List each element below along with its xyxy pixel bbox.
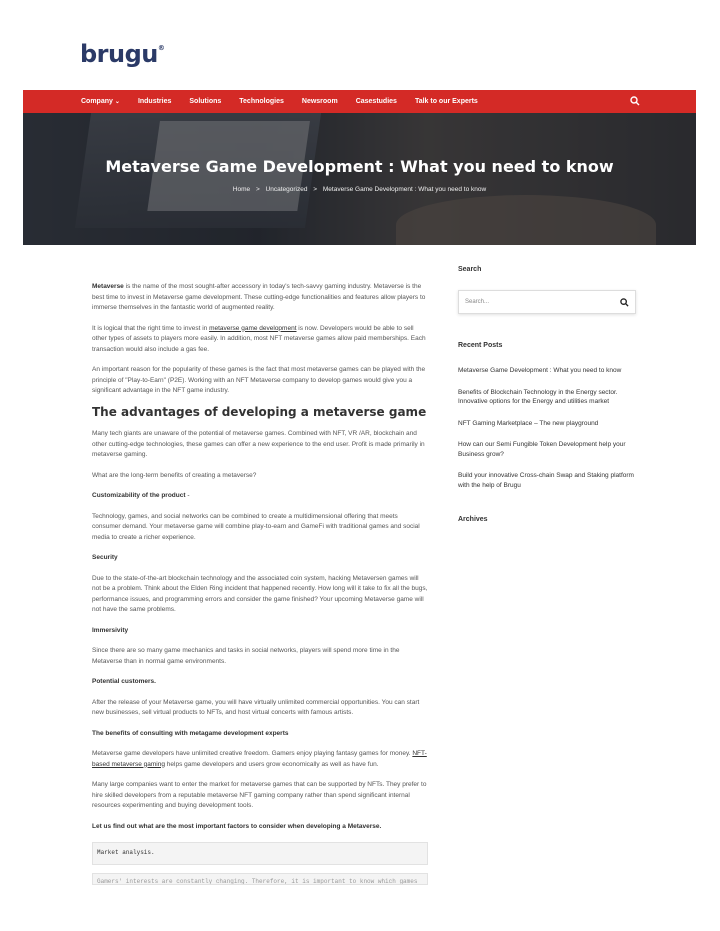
article-paragraph: Metaverse game developers have unlimited creative freedom. Gamers enjoy playing fantasy games for money. NFT-based metaverse gaming helps game developers and users grow economically as well as have fun.: [92, 750, 427, 768]
registered-mark: ®: [157, 44, 165, 52]
brugu-logo[interactable]: brugu®: [80, 40, 165, 68]
breadcrumb-separator: >: [255, 186, 260, 193]
nav-item-casestudies[interactable]: Casestudies: [355, 98, 397, 105]
sidebar: [458, 266, 636, 523]
subheading-immersivity: Immersivity: [92, 626, 129, 634]
recent-posts-list: [458, 366, 636, 490]
nft-based-metaverse-gaming-link[interactable]: NFT-based metaverse gaming: [92, 750, 427, 768]
section-heading: The advantages of developing a metaverse game: [92, 404, 427, 419]
search-icon[interactable]: [630, 96, 640, 106]
article-paragraph: Metaverse is the name of the most sought-after accessory in today's tech-savvy gaming industry. Metaverse is the best time to invest in Metaverse game development. These cutting-edge functionalities and features allow players to immerse themselves in the fantastic world of augmented reality.: [92, 283, 426, 311]
nav-item-company[interactable]: Company ⌄: [81, 98, 120, 105]
article-paragraph: An important reason for the popularity of these games is the fact that most metaverse games can be played with the principle of "Play-to-Earn" (P2E). Working with an NFT Metaverse company to develop games would give you a significant advantage in the NFT game industry.: [92, 366, 426, 394]
article-paragraph: It is logical that the right time to invest in metaverse game development is now. Developers would be able to sell other types of assets to players more easily. In addition, most NFT metaverse games allow paid memberships. Each transaction would also include a gas fee.: [92, 324, 426, 353]
article-paragraph: Many tech giants are unaware of the potential of metaverse games. Combined with NFT, VR /AR, blockchain and other cutting-edge technologies, these games can offer a new experience to the end user. Profit is made primarily in metaverse gaming.: [92, 430, 425, 458]
subheading-security: Security: [92, 554, 118, 561]
code-block-market-analysis: Market analysis.: [92, 842, 428, 865]
subheading-consulting-benefits: The benefits of consulting with metagame development experts: [92, 729, 289, 737]
nav-item-technologies[interactable]: Technologies: [239, 98, 284, 105]
breadcrumb-current: Metaverse Game Development : What you need to know: [322, 186, 487, 193]
subheading-customizability: Customizability of the product -: [92, 492, 190, 499]
article-body: [92, 282, 428, 893]
recent-post-item[interactable]: NFT Gaming Marketplace – The new playground: [458, 419, 599, 427]
sidebar-recent-posts-heading: Recent Posts: [458, 342, 503, 349]
recent-post-item[interactable]: Metaverse Game Development : What you need to know: [458, 367, 622, 374]
search-icon[interactable]: [620, 298, 629, 307]
breadcrumb-separator: >: [313, 186, 318, 193]
article-paragraph: Since there are so many game mechanics and tasks in social networks, players will spend more time in the Metaverse than in normal game environments.: [92, 647, 400, 665]
metaverse-game-development-link[interactable]: metaverse game development: [209, 324, 297, 332]
article-paragraph: What are the long-term benefits of creating a metaverse?: [92, 471, 257, 479]
sidebar-search-input[interactable]: [458, 290, 636, 314]
article-paragraph: Due to the state-of-the-art blockchain technology and the associated coin system, hacking Metaversen games will not be a problem. Think about the Elden Ring incident that happened recently. How long will it take to fix all the bugs, performance issues, and programming errors and consider the game finished? Your upcoming Metaverse game will not have the same problems.: [92, 574, 428, 613]
search-placeholder: Search...: [465, 299, 490, 305]
article-paragraph: Many large companies want to enter the market for metaverse games that can be supported by NFTs. They prefer to hire skilled developers from a reputable metaverse NFT gaming company rather than spend significant internal resources experimenting and buying development tools.: [92, 781, 427, 809]
recent-post-item[interactable]: Build your innovative Cross-chain Swap and Staking platform with the help of Brugu: [458, 472, 634, 489]
nav-item-talk-to-experts[interactable]: Talk to our Experts: [414, 98, 478, 105]
article-paragraph: After the release of your Metaverse game, you will have virtually unlimited commercial opportunities. You can start new businesses, sell virtual products to NFTs, and host virtual concerts with famous artists.: [92, 698, 420, 716]
breadcrumb: [23, 186, 696, 193]
nav-item-solutions[interactable]: Solutions: [189, 98, 222, 105]
code-block-gamers-interests: Gamers' interests are constantly changing. Therefore, it is important to know which games: [92, 873, 428, 885]
article-paragraph: Let us find out what are the most important factors to consider when developing a Metaverse.: [92, 822, 382, 830]
breadcrumb-home[interactable]: Home: [232, 186, 251, 193]
chevron-down-icon: ⌄: [114, 99, 120, 105]
recent-post-item[interactable]: Benefits of Blockchain Technology in the Energy sector. Innovative options for the Energy and utilities market: [458, 388, 618, 405]
nav-item-newsroom[interactable]: Newsroom: [301, 98, 338, 105]
nav-item-industries[interactable]: Industries: [137, 98, 172, 105]
recent-post-item[interactable]: How can our Semi Fungible Token Development help your Business grow?: [458, 441, 626, 458]
hero-banner: [23, 113, 696, 245]
sidebar-archives-heading: Archives: [458, 516, 488, 523]
subheading-potential-customers: Potential customers.: [92, 678, 156, 685]
breadcrumb-uncategorized[interactable]: Uncategorized: [265, 186, 308, 193]
article-paragraph: Technology, games, and social networks can be combined to create a multidimensional offering that meets consumer demand. Your metaverse game will combine play-to-earn and GameFi with traditional games and social media to create a richer experience.: [92, 512, 420, 541]
page-title: Metaverse Game Development : What you need to know: [105, 157, 614, 176]
sidebar-search-heading: Search: [458, 266, 482, 273]
main-navbar: [23, 90, 696, 113]
